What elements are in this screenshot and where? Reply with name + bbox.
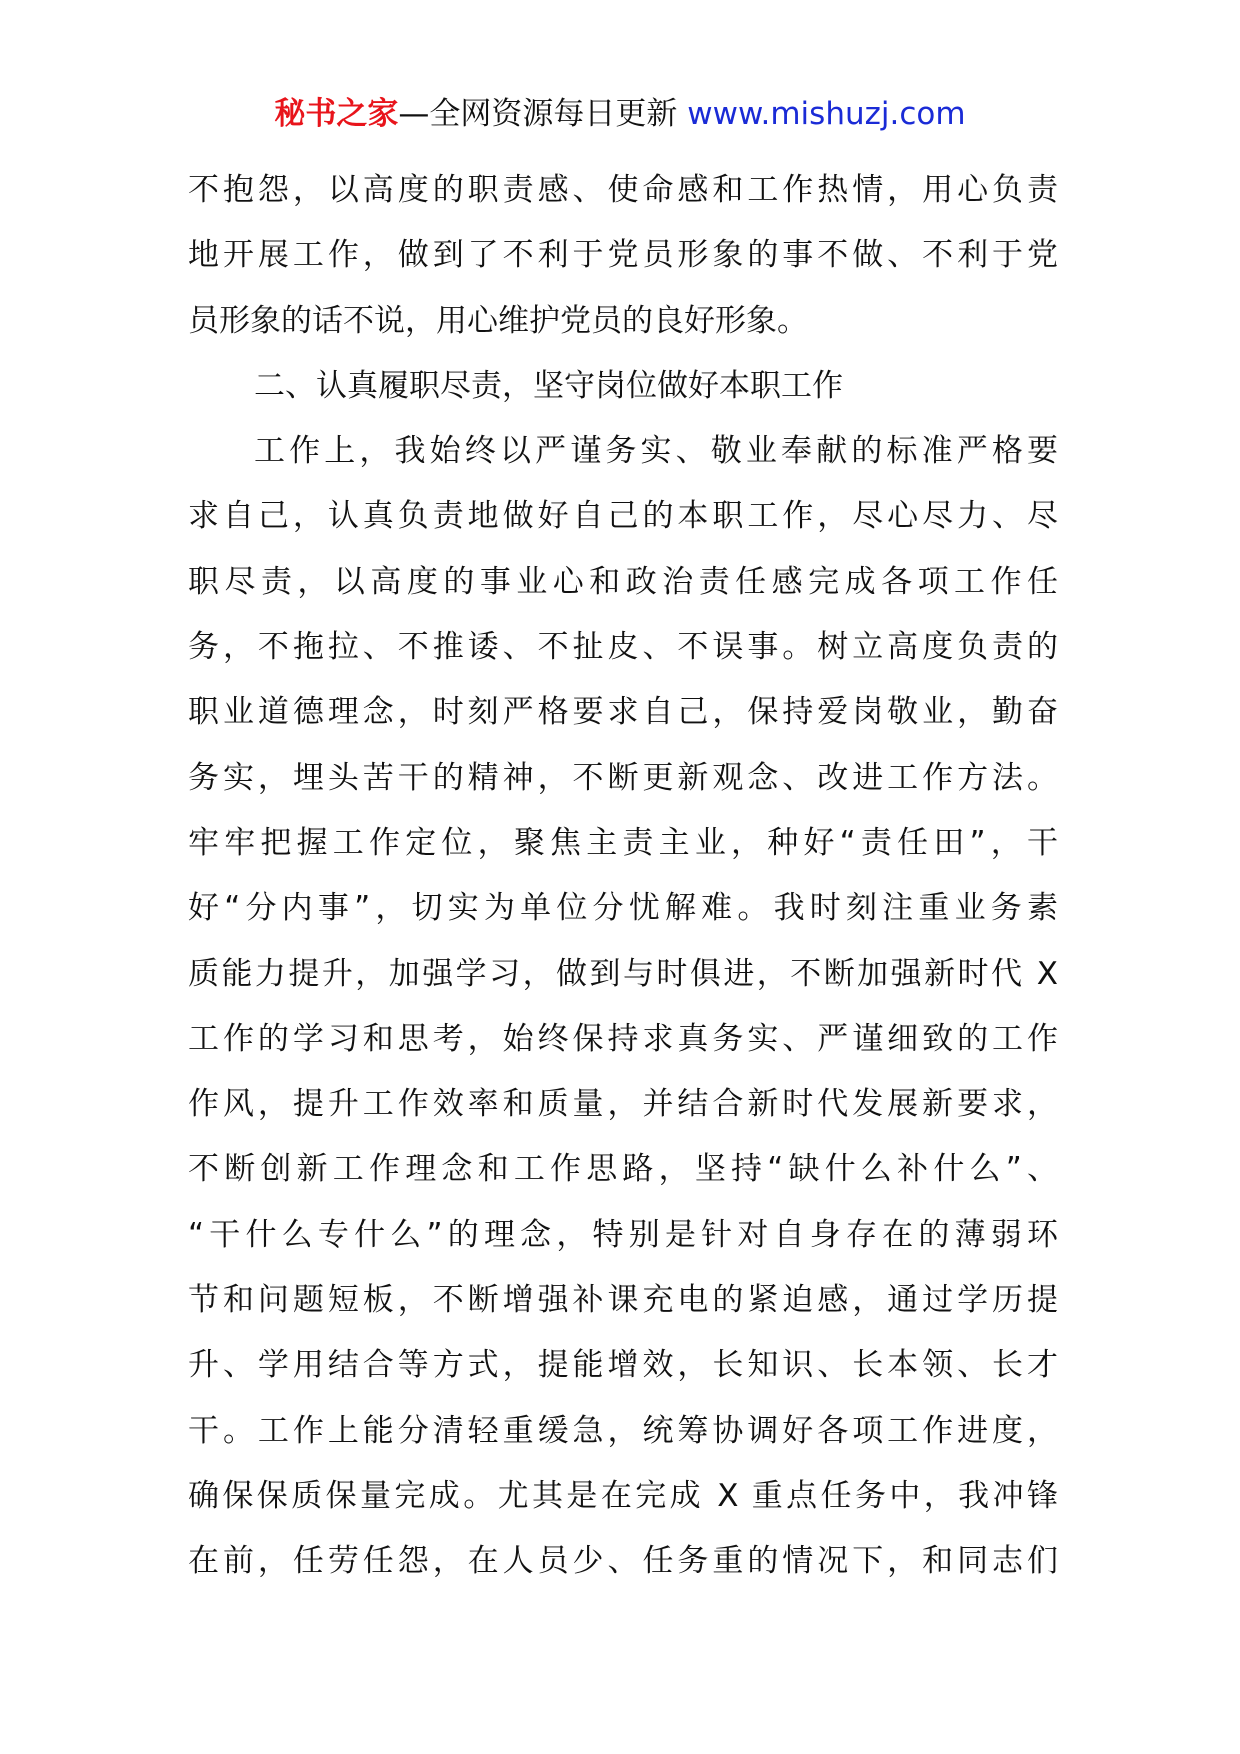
brand-name: 秘书之家: [274, 96, 399, 132]
text-line: 务，不拖拉、不推诿、不扯皮、不误事。树立高度负责的: [188, 629, 1058, 666]
text-line: 好“分内事”，切实为单位分忧解难。我时刻注重业务素: [188, 890, 1058, 927]
text-line: 工作的学习和思考，始终保持求真务实、严谨细致的工作: [188, 1020, 1058, 1057]
text-line: 工作上，我始终以严谨务实、敬业奉献的标准严格要: [254, 433, 1058, 470]
text-line: 不断创新工作理念和工作思路，坚持“缺什么补什么”、: [188, 1151, 1058, 1188]
document-body: [188, 158, 1058, 1595]
text-line: 干。工作上能分清轻重缓急，统筹协调好各项工作进度，: [188, 1412, 1058, 1449]
text-line: 务实，埋头苦干的精神，不断更新观念、改进工作方法。: [188, 759, 1058, 796]
text-line: 职尽责，以高度的事业心和政治责任感完成各项工作任: [188, 563, 1058, 600]
page-header: [0, 92, 1240, 136]
text-line: 求自己，认真负责地做好自己的本职工作，尽心尽力、尽: [188, 498, 1058, 535]
section-heading: 二、认真履职尽责，坚守岗位做好本职工作: [254, 367, 843, 404]
text-line: 地开展工作，做到了不利于党员形象的事不做、不利于党: [188, 237, 1058, 274]
text-line: 作风，提升工作效率和质量，并结合新时代发展新要求，: [188, 1086, 1058, 1123]
site-url: www.mishuzj.com: [687, 96, 966, 132]
text-line: 职业道德理念，时刻严格要求自己，保持爱岗敬业，勤奋: [188, 694, 1058, 731]
text-line: 节和问题短板，不断增强补课充电的紧迫感，通过学历提: [188, 1282, 1058, 1319]
text-line: 在前，任劳任怨，在人员少、任务重的情况下，和同志们: [188, 1543, 1058, 1580]
text-line: 质能力提升，加强学习，做到与时俱进，不断加强新时代 X: [188, 955, 1058, 992]
header-tagline: —全网资源每日更新: [398, 96, 688, 132]
text-line: 员形象的话不说，用心维护党员的良好形象。: [188, 302, 808, 339]
text-line: 不抱怨，以高度的职责感、使命感和工作热情，用心负责: [188, 172, 1058, 208]
text-line: 确保保质保量完成。尤其是在完成 X 重点任务中，我冲锋: [188, 1477, 1058, 1514]
text-line: 升、学用结合等方式，提能增效，长知识、长本领、长才: [188, 1347, 1058, 1384]
text-line: “干什么专什么”的理念，特别是针对自身存在的薄弱环: [188, 1216, 1058, 1253]
text-line: 牢牢把握工作定位，聚焦主责主业，种好“责任田”，干: [188, 824, 1058, 861]
